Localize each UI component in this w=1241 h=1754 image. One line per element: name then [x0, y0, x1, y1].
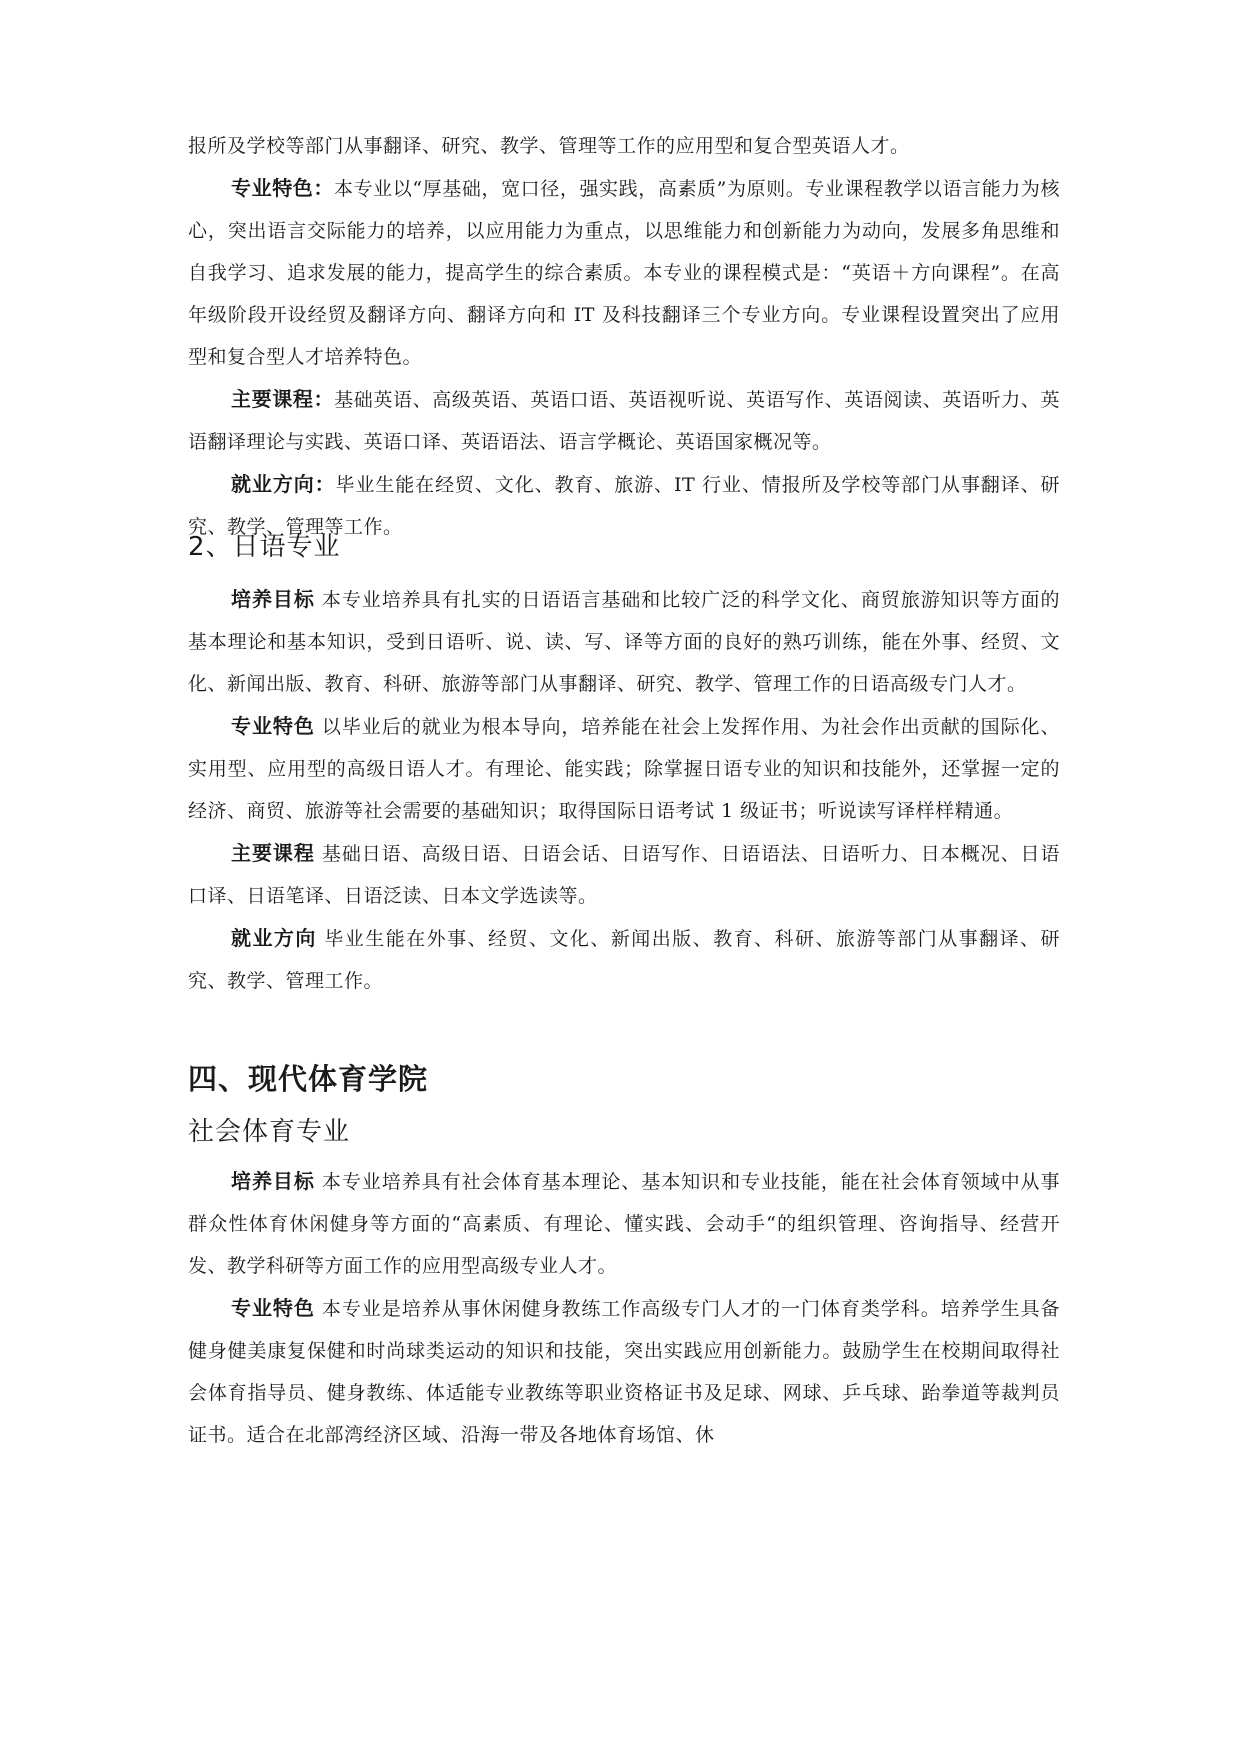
- japanese-courses-label: 主要课程: [231, 841, 315, 865]
- english-courses-label: 主要课程：: [231, 387, 335, 411]
- japanese-features-paragraph: [188, 705, 1060, 832]
- english-major-section: [188, 125, 1060, 548]
- social-sports-section: [188, 1160, 1060, 1456]
- japanese-goal-paragraph: [188, 578, 1060, 705]
- english-courses-paragraph: [188, 378, 1060, 463]
- japanese-career-text: 毕业生能在外事、经贸、文化、新闻出版、教育、科研、旅游等部门从事翻译、研究、教学、管理工作。: [188, 928, 1060, 992]
- japanese-courses-text: 基础日语、高级日语、日语会话、日语写作、日语语法、日语听力、日本概况、日语口译、日语笔译、日语泛读、日本文学选读等。: [188, 843, 1061, 907]
- english-goal-continuation: 报所及学校等部门从事翻译、研究、教学、管理等工作的应用型和复合型英语人才。: [188, 135, 910, 157]
- english-features-paragraph: [188, 167, 1060, 378]
- english-courses-text: 基础英语、高级英语、英语口语、英语视听说、英语写作、英语阅读、英语听力、英语翻译理论与实践、英语口译、英语语法、语言学概论、英语国家概况等。: [188, 389, 1060, 453]
- japanese-courses-paragraph: [188, 832, 1060, 917]
- japanese-features-label: 专业特色: [231, 714, 315, 738]
- japanese-major-heading: 2、日语专业: [188, 532, 341, 562]
- japanese-goal-label: 培养目标: [231, 587, 315, 611]
- english-career-label: 就业方向：: [231, 472, 336, 496]
- english-features-label: 专业特色：: [231, 176, 334, 200]
- social-sports-goal-label: 培养目标: [231, 1169, 315, 1193]
- english-features-text: 本专业以“厚基础，宽口径，强实践，高素质”为原则。专业课程教学以语言能力为核心，突出语言交际能力的培养，以应用能力为重点，以思维能力和创新能力为动向，发展多角思维和自我学习、追求发展的能力，提高学生的综合素质。本专业的课程模式是：“英语＋方向课程”。在高年级阶段开设经贸及翻译方向、翻译方向和 IT 及科技翻译三个专业方向。专业课程设置突出了应用型和复合型人才培养特色。: [188, 178, 1060, 368]
- social-sports-features-label: 专业特色: [231, 1296, 315, 1320]
- japanese-major-section: [188, 578, 1060, 1002]
- social-sports-goal-paragraph: [188, 1160, 1060, 1287]
- social-sports-heading: 社会体育专业: [188, 1117, 351, 1147]
- social-sports-goal-text: 本专业培养具有社会体育基本理论、基本知识和专业技能，能在社会体育领域中从事群众性体育休闲健身等方面的“高素质、有理论、懂实践、会动手“的组织管理、咨询指导、经营开发、教学科研等方面工作的应用型高级专业人才。: [188, 1171, 1061, 1277]
- english-career-text: 毕业生能在经贸、文化、教育、旅游、IT 行业、情报所及学校等部门从事翻译、研究、教学、管理等工作。: [188, 474, 1060, 538]
- social-sports-features-paragraph: [188, 1287, 1060, 1456]
- social-sports-features-text: 本专业是培养从事休闲健身教练工作高级专门人才的一门体育类学科。培养学生具备健身健美康复保健和时尚球类运动的知识和技能，突出实践应用创新能力。鼓励学生在校期间取得社会体育指导员、健身教练、体适能专业教练等职业资格证书及足球、网球、乒乓球、跆拳道等裁判员证书。适合在北部湾经济区域、沿海一带及各地体育场馆、休: [188, 1298, 1061, 1446]
- japanese-career-label: 就业方向: [231, 926, 317, 950]
- japanese-features-text: 以毕业后的就业为根本导向，培养能在社会上发挥作用、为社会作出贡献的国际化、实用型、应用型的高级日语人才。有理论、能实践；除掌握日语专业的知识和技能外，还掌握一定的经济、商贸、旅游等社会需要的基础知识；取得国际日语考试 1 级证书；听说读写译样样精通。: [188, 716, 1061, 822]
- sports-college-heading: 四、现代体育学院: [188, 1062, 429, 1096]
- japanese-career-paragraph: [188, 917, 1060, 1002]
- japanese-goal-text: 本专业培养具有扎实的日语语言基础和比较广泛的科学文化、商贸旅游知识等方面的基本理论和基本知识，受到日语听、说、读、写、译等方面的良好的熟巧训练，能在外事、经贸、文化、新闻出版、教育、科研、旅游等部门从事翻译、研究、教学、管理工作的日语高级专门人才。: [188, 589, 1061, 695]
